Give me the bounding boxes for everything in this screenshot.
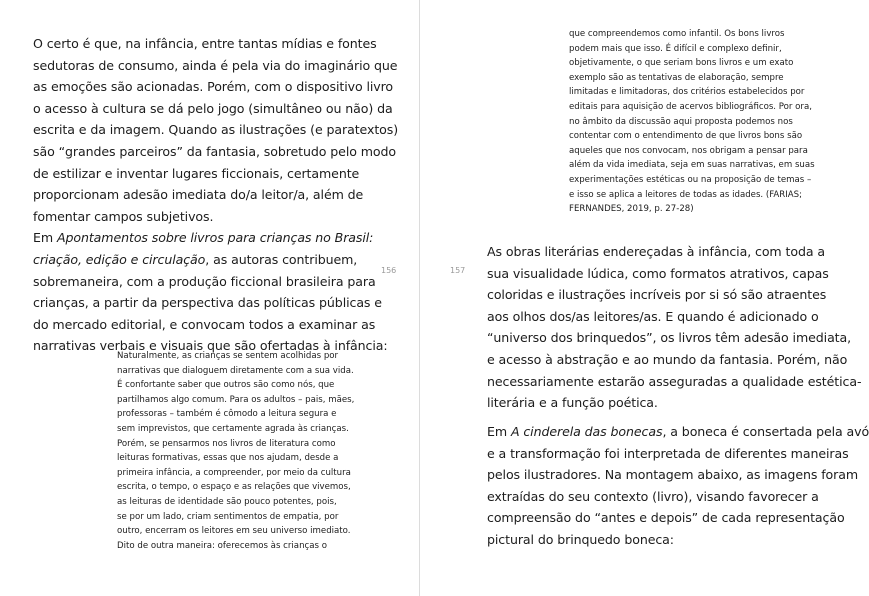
text-line: “universo dos brinquedos”, os livros têm adesão imediata, (487, 330, 852, 346)
text-line: e acesso à abstração e ao mundo da fantasia. Porém, não (487, 351, 848, 367)
text-line (33, 249, 398, 271)
text-run: Em (487, 424, 511, 439)
quote-line: limitadas e limitadoras, dos critérios estabelecidos por (569, 87, 805, 98)
text-line: sobremaneira, com a produção ficcional brasileira para (33, 273, 376, 289)
text-line: O certo é que, na infância, entre tantas mídias e fontes (33, 36, 377, 51)
text-line (487, 421, 869, 443)
book-title: Apontamentos sobre livros para crianças no Brasil: (56, 230, 374, 246)
quote-line: Porém, se pensarmos nos livros de literatura como (117, 438, 336, 449)
quote-line: escrita, o tempo, o espaço e as relações que vivemos, (117, 482, 351, 493)
quote-line: partilhamos algo comum. Para os adultos – pais, mães, (117, 394, 355, 405)
book-title: A cinderela das bonecas (510, 424, 663, 439)
text-line: necessariamente estarão asseguradas a qualidade estética- (487, 373, 862, 389)
quote-line: aqueles que nos convocam, nos obrigam a pensar para (569, 145, 808, 156)
quote-line: narrativas que dialoguem diretamente com a sua vida. (117, 365, 354, 376)
text-line: do mercado editorial, e convocam todos a examinar as (33, 316, 376, 332)
text-line: As obras literárias endereçadas à infância, com toda a (487, 244, 825, 259)
page-number-left: 156 (381, 266, 397, 275)
quote-line: e isso se aplica a leitores de todas as idades. (FARIAS; (569, 189, 803, 200)
text-line: proporcionam adesão imediata do/a leitor/a, além de (33, 187, 364, 203)
quote-line: FERNANDES, 2019, p. 27-28) (569, 204, 694, 215)
text-line: compreensão do “antes e depois” de cada representação (487, 510, 845, 526)
right-page (420, 0, 869, 596)
text-line: escrita e da imagem. Quando as ilustrações (e paratextos) (33, 122, 399, 138)
text-line: crianças, a partir da perspectiva das políticas públicas e (33, 295, 382, 311)
quote-line: as leituras de identidade são pouco potentes, pois, (117, 496, 337, 507)
right-block-quote (569, 27, 815, 217)
right-paragraph-1 (487, 241, 861, 414)
page-number-right: 157 (450, 266, 466, 275)
quote-line: experimentações estéticas ou na proposição de temas – (569, 174, 812, 185)
text-line: sedutoras de consumo, ainda é pela via do imaginário que (33, 57, 398, 73)
text-line: pelos ilustradores. Na montagem abaixo, as imagens foram (487, 467, 859, 483)
quote-line: podem mais que isso. É difícil e complexo definir, (569, 43, 782, 54)
quote-line: É confortante saber que outros são como nós, que (117, 380, 335, 391)
text-run: , a boneca é consertada pela avó (662, 424, 869, 439)
quote-line: exemplo são as tentativas de elaboração, sempre (569, 72, 784, 83)
text-line: fomentar campos subjetivos. (33, 208, 214, 224)
text-line: pictural do brinquedo boneca: (487, 531, 674, 547)
text-line: e a transformação foi interpretada de diferentes maneiras (487, 445, 849, 461)
quote-line: primeira infância, a compreender, por meio da cultura (117, 467, 351, 478)
text-line: são “grandes parceiros” da fantasia, sobretudo pelo modo (33, 143, 397, 159)
text-run: , as autoras contribuem, (205, 251, 358, 267)
right-paragraph-2 (487, 421, 869, 551)
text-run: Em (33, 230, 57, 246)
text-line: aos olhos dos/as leitores/as. E quando é adicionado o (487, 308, 819, 324)
quote-line: professoras – também é cômodo a leitura segura e (117, 409, 337, 420)
text-line: de estilizar e inventar lugares ficcionais, certamente (33, 165, 360, 181)
quote-line: se por um lado, criam sentimentos de empatia, por (117, 511, 339, 522)
quote-line: no âmbito da discussão aqui proposta podemos nos (569, 116, 793, 127)
text-line: coloridas e ilustrações incríveis por si só são atraentes (487, 287, 827, 303)
left-paragraph-1 (33, 33, 398, 357)
book-title: criação, edição e circulação (33, 251, 206, 267)
left-page (0, 0, 419, 596)
quote-line: sem imprevistos, que certamente agrada às crianças. (117, 423, 349, 434)
quote-line: editais para aquisição de acervos bibliográficos. Por ora, (569, 101, 812, 112)
text-line (33, 227, 398, 249)
text-line: as emoções são acionadas. Porém, com o dispositivo livro (33, 79, 394, 95)
left-block-quote (117, 349, 354, 553)
quote-line: Naturalmente, as crianças se sentem acolhidas por (117, 351, 339, 361)
text-line: o acesso à cultura se dá pelo jogo (simultâneo ou não) da (33, 100, 393, 116)
quote-line: que compreendemos como infantil. Os bons livros (569, 29, 785, 39)
text-line: literária e a função poética. (487, 395, 658, 411)
quote-line: contentar com o entendimento de que livros bons são (569, 131, 803, 142)
text-line: narrativas verbais e visuais que são ofertadas à infância: (33, 338, 388, 354)
quote-line: outro, encerram os leitores em seu universo imediato. (117, 526, 351, 537)
text-line: extraídas do seu contexto (livro), visando favorecer a (487, 488, 819, 504)
quote-line: leituras formativas, essas que nos ajudam, desde a (117, 453, 339, 464)
quote-line: além da vida imediata, seja em suas narrativas, em suas (569, 160, 815, 171)
quote-line: objetivamente, o que seriam bons livros e um exato (569, 58, 794, 69)
quote-line: Dito de outra maneira: oferecemos às crianças o (117, 540, 327, 551)
text-line: sua visualidade lúdica, como formatos atrativos, capas (487, 265, 829, 281)
